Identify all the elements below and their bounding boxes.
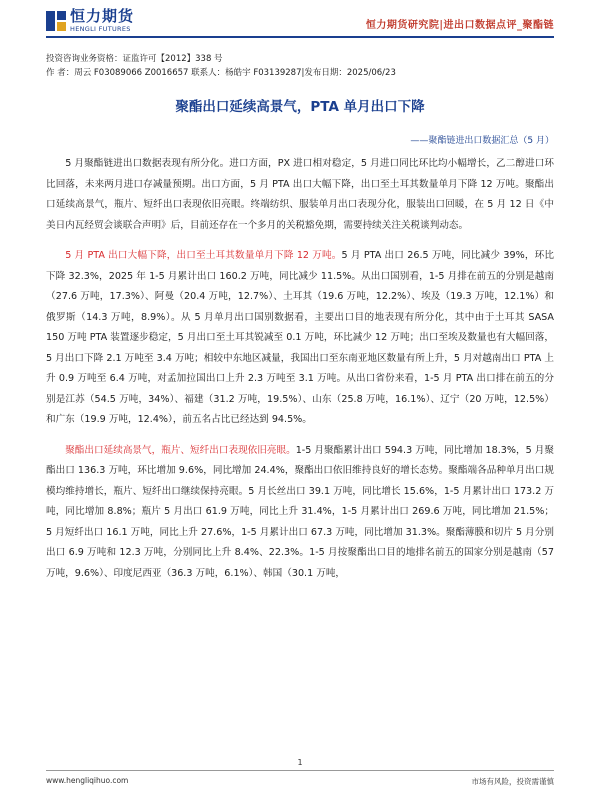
polyester-detail: 1-5 月聚酯累计出口 594.3 万吨，同比增加 18.3%，5 月聚酯出口 136.3 万吨，环比增加 9.6%，同比增加 24.4%，聚酯出口依旧维持良好的增长态势。聚酯端各品种单月出口规模均维持增长，瓶片、短纤出口继续保持亮眼。5 月长丝出口 39.1 万吨，同比增长 15.6%，1-5 月累计出口 173.2 万吨，同比增加 8.8%；瓶片 5 月出口 61.9 万吨，同比上升 31.4%，1-5 月累计出口 269.6 万吨，同比增加 21.5%；5 月短纤出口 16.1 万吨，同比上升 27.6%，1-5 月累计出口 67.3 万吨，同比增加 31.3%。聚酯薄膜和切片 5 月分别出口 6.9 万吨和 12.3 万吨，分别同比上升 8.4%、22.3%。1-5 月按聚酯出口目的地排名前五的国家分别是越南（57 万吨，9.6%）、印度尼西亚（36.3 万吨，6.1%）、韩国（30.1 万吨，	[46, 444, 554, 579]
pta-highlight: 5 月 PTA 出口大幅下降，出口至土耳其数量单月下降 12 万吨。	[65, 250, 342, 261]
logo-chinese-name: 恒力期货	[70, 7, 135, 25]
page-header	[0, 0, 600, 44]
qualification-line: 投资咨询业务资格：证监许可【2012】338 号	[46, 54, 223, 64]
header-section-label: 恒力期货研究院|进出口数据点评_聚酯链	[365, 20, 554, 31]
footer-divider	[46, 770, 554, 771]
report-title: 聚酯出口延续高景气，PTA 单月出口下降	[175, 99, 425, 115]
footer-risk-note: 市场有风险，投资需谨慎	[471, 777, 554, 786]
paragraph-polyester-export	[46, 441, 554, 585]
logo-icon	[46, 11, 66, 31]
header-divider	[46, 36, 554, 38]
paragraph-overview: 5 月聚酯链进出口数据表现有所分化。进口方面，PX 进口相对稳定，5 月进口同比环比均小幅增长，乙二醇进口环比回落，未来两月进口存减量预期。出口方面，5 月 PTA 出口大幅下降，出口至土耳其数量单月下降 12 万吨。聚酯出口延续高景气，瓶片、短纤出口表现依旧亮眼。终端纺织、服装单月出口表现分化，服装出口回暖，在 5 月 12 日《中美日内瓦经贸会谈联合声明》后，目前还存在一个多月的关税豁免期，需要持续关注关税谈判动态。	[46, 158, 554, 231]
footer-website[interactable]: www.hengliqihuo.com	[46, 776, 129, 785]
report-meta	[46, 52, 396, 80]
paragraph-pta-export	[46, 246, 554, 431]
logo-english-name: HENGLI FUTURES	[70, 25, 131, 33]
report-body	[46, 154, 554, 594]
report-subtitle: ——聚酯链进出口数据汇总（5 月）	[410, 136, 554, 146]
page-number: 1	[297, 758, 303, 767]
company-logo	[46, 9, 134, 33]
polyester-highlight: 聚酯出口延续高景气，瓶片、短纤出口表现依旧亮眼。	[65, 444, 296, 456]
pta-detail: 5 月 PTA 出口 26.5 万吨，同比减少 39%，环比下降 32.3%，2025 年 1-5 月累计出口 160.2 万吨，同比减少 11.5%。从出口国别看，1-5 月排在前五的分别是越南（27.6 万吨，17.3%）、阿曼（20.4 万吨，12.7%）、土耳其（19.6 万吨，12.2%）、埃及（19.3 万吨，12.1%）和俄罗斯（14.3 万吨，8.9%）。从 5 月单月出口国别数据看，主要出口目的地表现有所分化，其中由于土耳其 SASA 150 万吨 PTA 装置逐步稳定，5 月出口至土耳其锐减至 0.1 万吨，环比减少 12 万吨；出口至埃及数量也有大幅回落，5 月出口下降 2.1 万吨至 3.4 万吨；相较中东地区减量，我国出口至东南亚地区数量有所上升，5 月对越南出口 PTA 上升 0.9 万吨至 6.4 万吨，对孟加拉国出口上升 2.3 万吨至 3.1 万吨。从出口省份来看，1-5 月 PTA 出口排在前五的分别是江苏（54.5 万吨，34%）、福建（31.2 万吨，19.5%）、山东（25.8 万吨，16.1%）、辽宁（20 万吨，12.5%）和广东（19.9 万吨，12.4%），前五名占比已经达到 94.5%。	[46, 250, 554, 425]
author-line: 作 者：周云 F03089066 Z0016657 联系人：杨皓宇 F03139287|发布日期：2025/06/23	[46, 68, 396, 78]
